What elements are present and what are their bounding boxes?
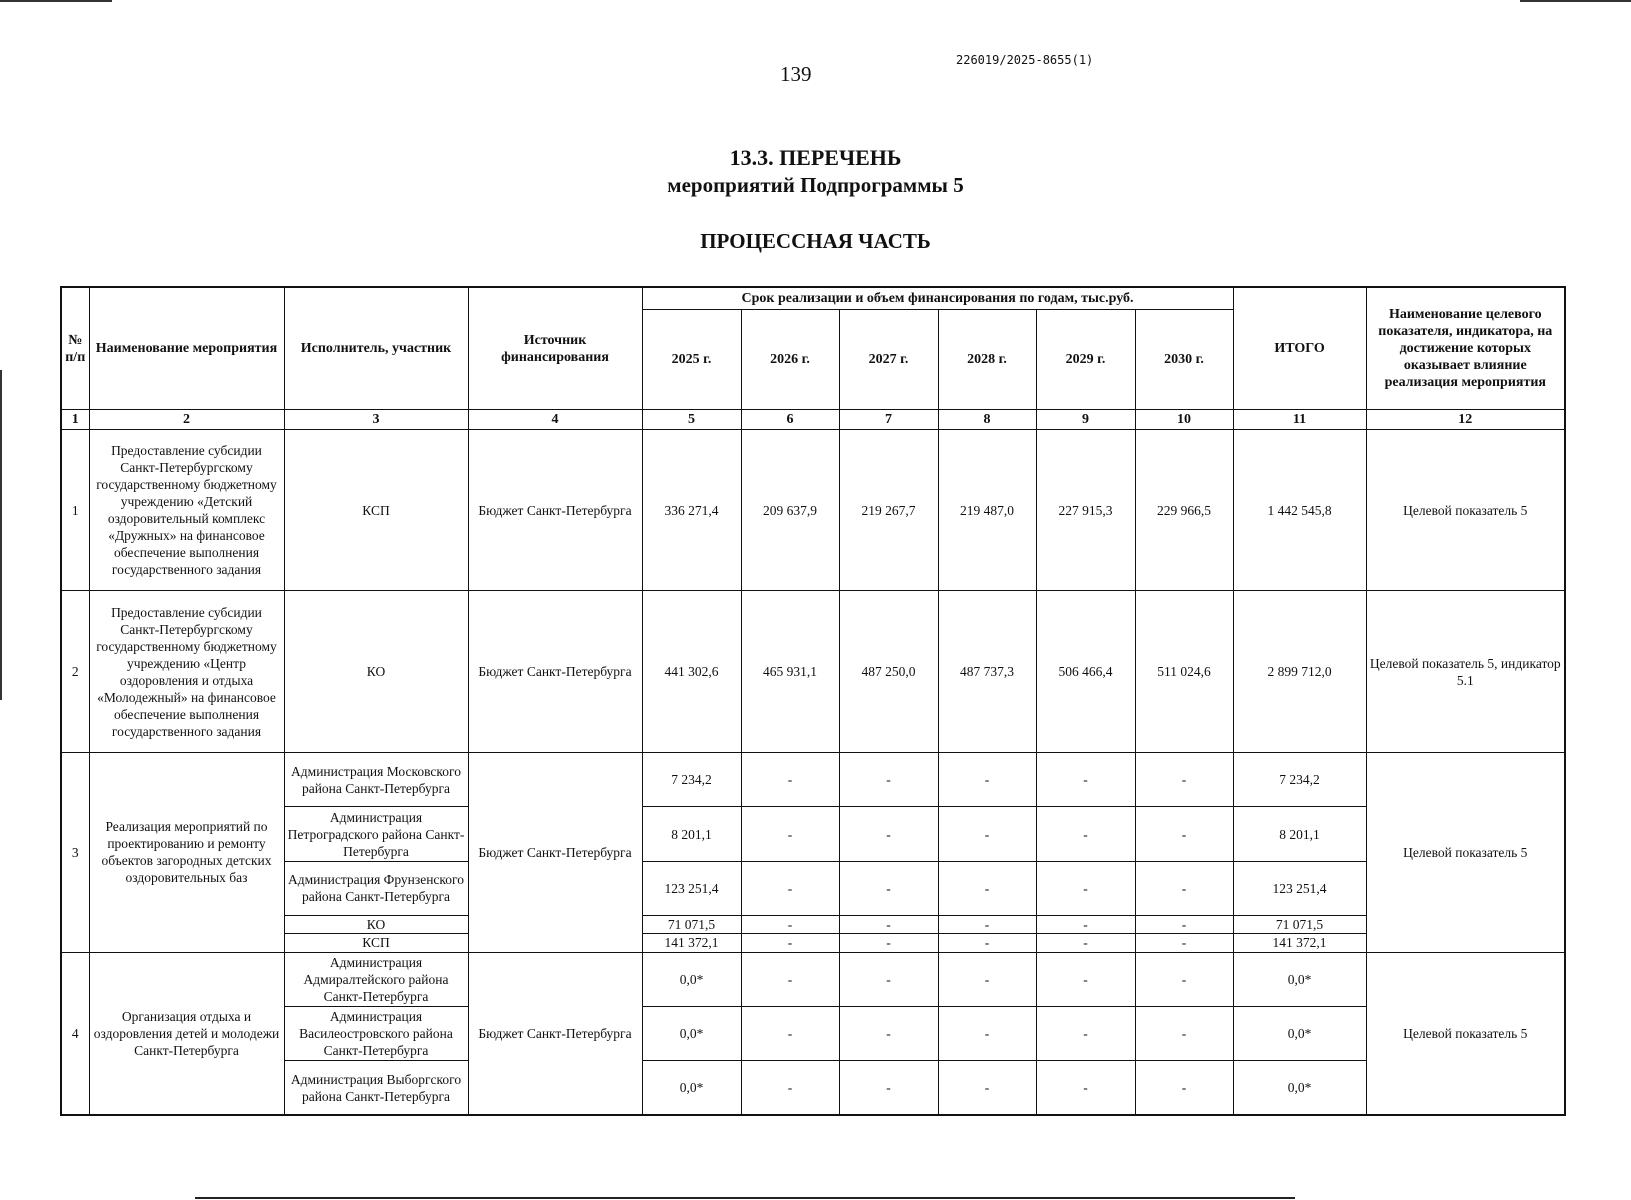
executor: КСП [284, 934, 468, 952]
year-value: 487 250,0 [839, 591, 938, 753]
total-value: 7 234,2 [1233, 753, 1366, 807]
executor: КО [284, 915, 468, 933]
year-value: - [1135, 915, 1233, 933]
top-rule-right [1520, 0, 1631, 2]
year-value: - [741, 1006, 839, 1060]
row-num: 2 [61, 591, 89, 753]
year-value: - [1036, 952, 1135, 1006]
executor: Администрация Петроградского района Санкт-Петербурга [284, 807, 468, 861]
document-code: 226019/2025-8655(1) [956, 53, 1094, 67]
header-total: ИТОГО [1233, 287, 1366, 410]
year-value: 0,0* [642, 1006, 741, 1060]
table-row [61, 861, 1565, 915]
executor: Администрация Выборгского района Санкт-Петербурга [284, 1061, 468, 1115]
total-value: 0,0* [1233, 1006, 1366, 1060]
executor: КО [284, 591, 468, 753]
year-value: - [1135, 934, 1233, 952]
column-number: 6 [741, 410, 839, 429]
table-row [61, 952, 1565, 1006]
section-title: ПРОЦЕССНАЯ ЧАСТЬ [700, 229, 931, 253]
year-value: 511 024,6 [1135, 591, 1233, 753]
year-value: - [1036, 915, 1135, 933]
year-value: - [741, 807, 839, 861]
executor: Администрация Адмиралтейского района Санкт-Петербурга [284, 952, 468, 1006]
column-number: 5 [642, 410, 741, 429]
left-margin-rule [0, 370, 2, 700]
indicator: Целевой показатель 5 [1366, 952, 1565, 1115]
header-year: 2026 г. [741, 310, 839, 410]
executor: Администрация Московского района Санкт-Петербурга [284, 753, 468, 807]
year-value: - [1135, 861, 1233, 915]
year-value: 141 372,1 [642, 934, 741, 952]
total-value: 141 372,1 [1233, 934, 1366, 952]
column-number: 7 [839, 410, 938, 429]
year-value: - [938, 1006, 1036, 1060]
year-value: - [1135, 952, 1233, 1006]
year-value: - [938, 952, 1036, 1006]
column-number: 2 [89, 410, 284, 429]
year-value: - [741, 753, 839, 807]
funding-source: Бюджет Санкт-Петербурга [468, 753, 642, 953]
year-value: - [839, 807, 938, 861]
activity-name: Реализация мероприятий по проектированию и ремонту объектов загородных детских оздоровительных баз [89, 753, 284, 953]
header-source: Источник финансирования [468, 287, 642, 410]
year-value: - [1135, 753, 1233, 807]
year-value: - [839, 861, 938, 915]
column-number: 10 [1135, 410, 1233, 429]
header-num: № п/п [61, 287, 89, 410]
column-number: 3 [284, 410, 468, 429]
header-name: Наименование мероприятия [89, 287, 284, 410]
indicator: Целевой показатель 5 [1366, 753, 1565, 953]
year-value: 8 201,1 [642, 807, 741, 861]
table-row [61, 429, 1565, 591]
table-row [61, 915, 1565, 933]
year-value: 227 915,3 [1036, 429, 1135, 591]
table-row [61, 753, 1565, 807]
year-value: - [1036, 753, 1135, 807]
table-row [61, 1006, 1565, 1060]
year-value: - [938, 1061, 1036, 1115]
year-value: - [839, 934, 938, 952]
executor: КСП [284, 429, 468, 591]
column-number: 12 [1366, 410, 1565, 429]
year-value: - [938, 861, 1036, 915]
activities-table [60, 286, 1566, 1116]
total-value: 1 442 545,8 [1233, 429, 1366, 591]
year-value: - [741, 915, 839, 933]
year-value: 441 302,6 [642, 591, 741, 753]
total-value: 0,0* [1233, 1061, 1366, 1115]
year-value: - [1036, 934, 1135, 952]
year-value: - [1036, 807, 1135, 861]
year-value: - [938, 915, 1036, 933]
year-value: - [938, 753, 1036, 807]
total-value: 71 071,5 [1233, 915, 1366, 933]
year-value: - [1036, 861, 1135, 915]
header-indicator: Наименование целевого показателя, индикатора, на достижение которых оказывает влияние реализация мероприятия [1366, 287, 1565, 410]
page-subtitle: мероприятий Подпрограммы 5 [667, 173, 964, 197]
table-row [61, 807, 1565, 861]
header-year: 2028 г. [938, 310, 1036, 410]
year-value: - [741, 952, 839, 1006]
table-row [61, 591, 1565, 753]
total-value: 8 201,1 [1233, 807, 1366, 861]
column-number: 9 [1036, 410, 1135, 429]
activity-name: Организация отдыха и оздоровления детей и молодежи Санкт-Петербурга [89, 952, 284, 1115]
activity-name: Предоставление субсидии Санкт-Петербургскому государственному бюджетному учреждению «Центр оздоровления и отдыха «Молодежный» на финансовое обеспечение выполнения государственного задания [89, 591, 284, 753]
table-row [61, 934, 1565, 952]
year-value: - [741, 861, 839, 915]
page-title: 13.3. ПЕРЕЧЕНЬ [729, 145, 902, 170]
year-value: - [741, 934, 839, 952]
table-row [61, 1061, 1565, 1115]
top-rule-left [0, 0, 112, 2]
year-value: 0,0* [642, 952, 741, 1006]
total-value: 123 251,4 [1233, 861, 1366, 915]
year-value: - [839, 753, 938, 807]
year-value: - [938, 934, 1036, 952]
year-value: - [839, 915, 938, 933]
year-value: 7 234,2 [642, 753, 741, 807]
year-value: 71 071,5 [642, 915, 741, 933]
executor: Администрация Василеостровского района Санкт-Петербурга [284, 1006, 468, 1060]
column-number: 8 [938, 410, 1036, 429]
bottom-rule [195, 1197, 1295, 1199]
column-number: 1 [61, 410, 89, 429]
funding-source: Бюджет Санкт-Петербурга [468, 591, 642, 753]
header-executor: Исполнитель, участник [284, 287, 468, 410]
indicator: Целевой показатель 5, индикатор 5.1 [1366, 591, 1565, 753]
year-value: 465 931,1 [741, 591, 839, 753]
executor: Администрация Фрунзенского района Санкт-Петербурга [284, 861, 468, 915]
header-year: 2027 г. [839, 310, 938, 410]
year-value: 219 487,0 [938, 429, 1036, 591]
year-value: - [839, 1006, 938, 1060]
row-num: 1 [61, 429, 89, 591]
year-value: 487 737,3 [938, 591, 1036, 753]
year-value: 229 966,5 [1135, 429, 1233, 591]
year-value: - [839, 1061, 938, 1115]
column-number-row [61, 410, 1565, 429]
header-row [61, 287, 1565, 310]
header-year: 2030 г. [1135, 310, 1233, 410]
year-value: - [1135, 1061, 1233, 1115]
year-value: - [741, 1061, 839, 1115]
total-value: 2 899 712,0 [1233, 591, 1366, 753]
page-number: 139 [780, 62, 812, 86]
year-value: 336 271,4 [642, 429, 741, 591]
year-value: - [1036, 1006, 1135, 1060]
funding-source: Бюджет Санкт-Петербурга [468, 952, 642, 1115]
year-value: 123 251,4 [642, 861, 741, 915]
column-number: 4 [468, 410, 642, 429]
total-value: 0,0* [1233, 952, 1366, 1006]
year-value: - [1036, 1061, 1135, 1115]
indicator: Целевой показатель 5 [1366, 429, 1565, 591]
header-period-group: Срок реализации и объем финансирования по годам, тыс.руб. [642, 287, 1233, 310]
year-value: 209 637,9 [741, 429, 839, 591]
row-num: 3 [61, 753, 89, 953]
funding-source: Бюджет Санкт-Петербурга [468, 429, 642, 591]
header-year: 2029 г. [1036, 310, 1135, 410]
year-value: 219 267,7 [839, 429, 938, 591]
year-value: - [938, 807, 1036, 861]
year-value: 506 466,4 [1036, 591, 1135, 753]
year-value: - [1135, 1006, 1233, 1060]
year-value: 0,0* [642, 1061, 741, 1115]
activity-name: Предоставление субсидии Санкт-Петербургскому государственному бюджетному учреждению «Детский оздоровительный комплекс «Дружных» на финансовое обеспечение выполнения государственного задания [89, 429, 284, 591]
header-year: 2025 г. [642, 310, 741, 410]
row-num: 4 [61, 952, 89, 1115]
year-value: - [839, 952, 938, 1006]
column-number: 11 [1233, 410, 1366, 429]
year-value: - [1135, 807, 1233, 861]
